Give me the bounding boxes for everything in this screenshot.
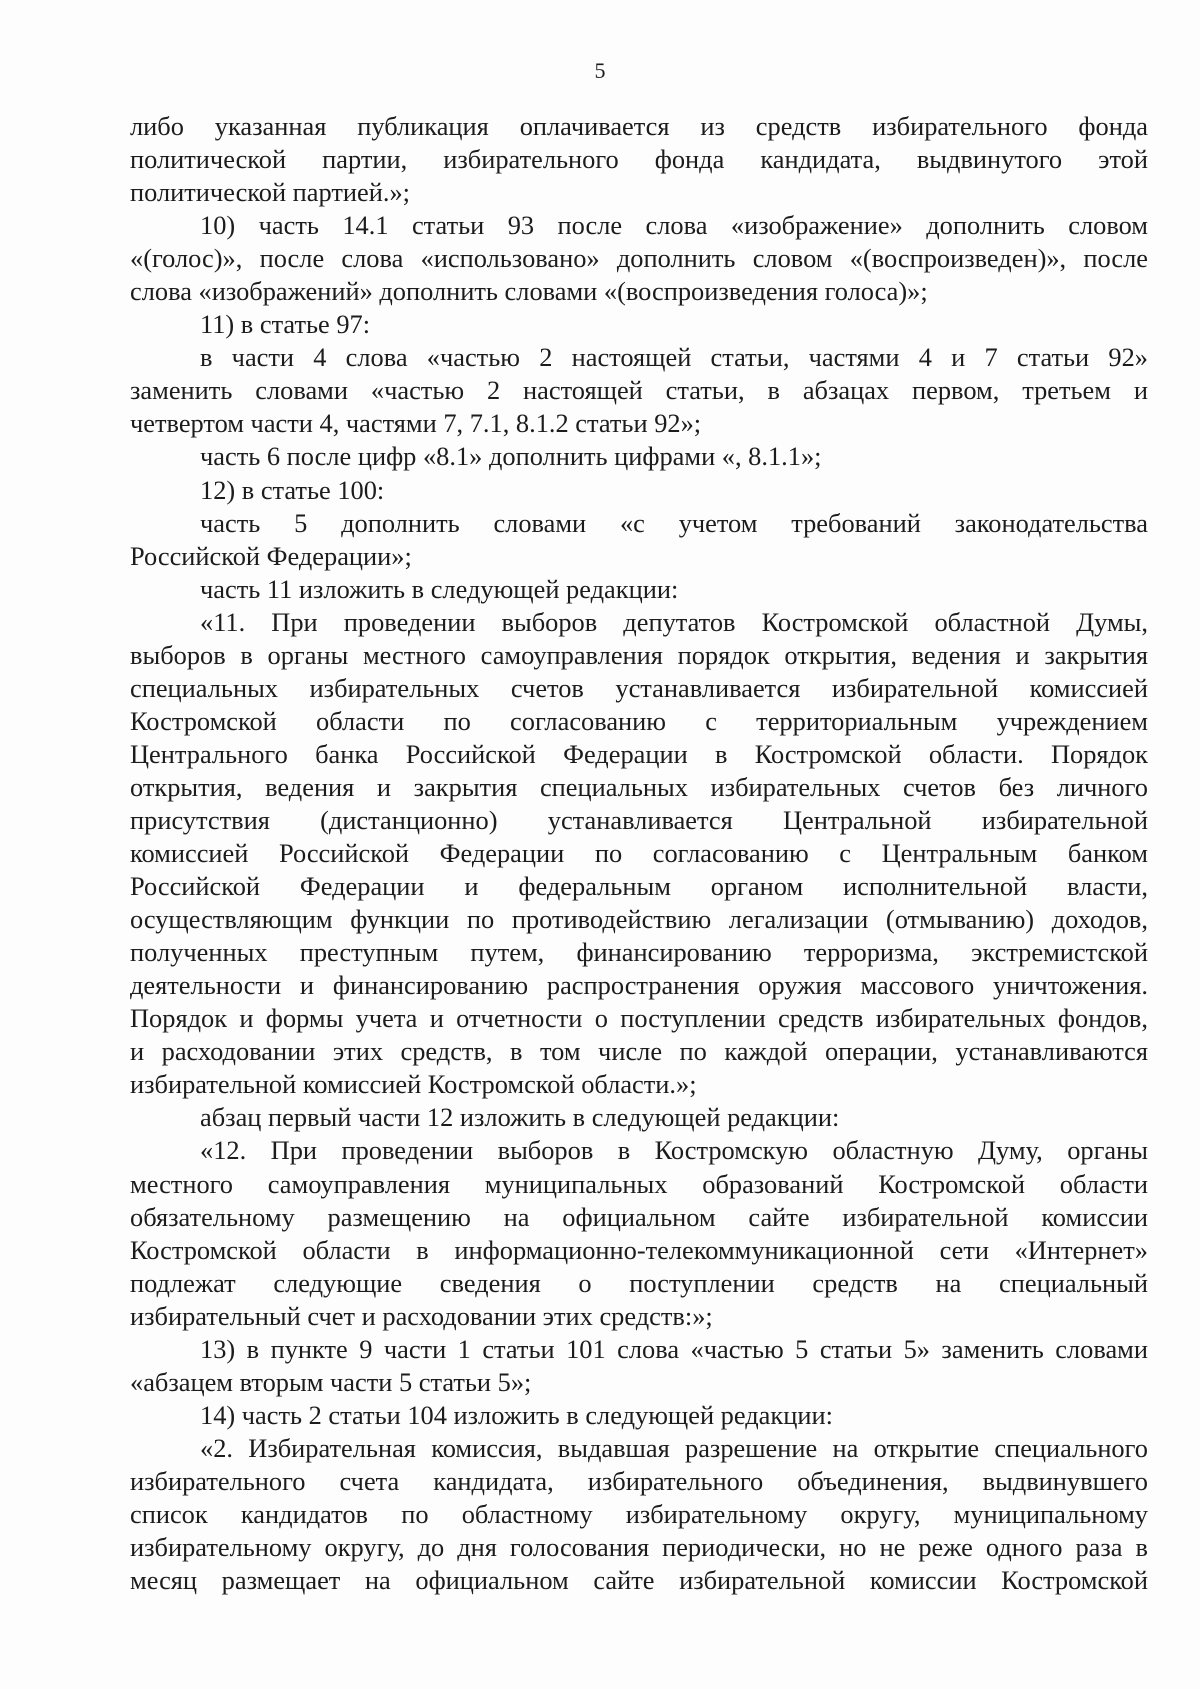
text-line: открытия, ведения и закрытия специальных избирательных счетов без личного [130,771,1148,802]
text-line: Российской Федерации и федеральным органом исполнительной власти, [130,871,1148,902]
text-line: осуществляющим функции по противодействию легализации (отмыванию) доходов, [130,904,1148,935]
text-line: месяц размещает на официальном сайте избирательной комиссии Костромской [130,1565,1148,1596]
text-line: 13) в пункте 9 части 1 статьи 101 слова «частью 5 статьи 5» заменить словами [200,1333,1148,1364]
text-line: деятельности и финансированию распространения оружия массового уничтожения. [130,970,1148,1001]
text-line: избирательный счет и расходовании этих средств:»; [130,1300,713,1331]
text-line: Порядок и формы учета и отчетности о поступлении средств избирательных фондов, [130,1003,1148,1034]
text-line: часть 5 дополнить словами «с учетом требований законодательства [200,507,1148,538]
page-number: 5 [594,58,606,83]
text-line: комиссией Российской Федерации по согласованию с Центральным банком [130,838,1148,869]
text-line: «абзацем вторым части 5 статьи 5»; [130,1366,532,1397]
text-line: присутствия (дистанционно) устанавливается Центральной избирательной [130,804,1148,835]
text-line: Центрального банка Российской Федерации в Костромской области. Порядок [130,738,1148,769]
text-line: Костромской области в информационно-телекоммуникационной сети «Интернет» [130,1234,1148,1265]
text-line: 11) в статье 97: [200,309,371,340]
text-line: 12) в статье 100: [200,474,385,505]
text-line: выборов в органы местного самоуправления порядок открытия, ведения и закрытия [130,639,1148,670]
text-line: список кандидатов по областному избирательному округу, муниципальному [130,1498,1148,1529]
text-line: «2. Избирательная комиссия, выдавшая разрешение на открытие специального [200,1432,1148,1463]
text-line: 10) часть 14.1 статьи 93 после слова «изображение» дополнить словом [200,210,1148,241]
text-line: местного самоуправления муниципальных образований Костромской области [130,1168,1148,1199]
text-line: либо указанная публикация оплачивается из средств избирательного фонда [130,111,1148,141]
text-line: часть 6 после цифр «8.1» дополнить цифрами «, 8.1.1»; [200,441,822,472]
text-line: избирательной комиссией Костромской области.»; [130,1069,697,1100]
text-line: специальных избирательных счетов устанавливается избирательной комиссией [130,672,1148,703]
text-line: политической партии, избирательного фонда кандидата, выдвинутого этой [130,144,1148,175]
text-line: «11. При проведении выборов депутатов Костромской областной Думы, [200,606,1148,637]
text-line: полученных преступным путем, финансированию терроризма, экстремистской [130,937,1148,968]
document-body [130,110,1148,1597]
text-line: политической партией.»; [130,177,410,208]
text-line: абзац первый части 12 изложить в следующей редакции: [200,1102,840,1133]
text-line: четвертом части 4, частями 7, 7.1, 8.1.2 статьи 92»; [130,408,702,439]
text-line: Костромской области по согласованию с территориальным учреждением [130,705,1148,736]
text-line: в части 4 слова «частью 2 настоящей статьи, частями 4 и 7 статьи 92» [200,342,1148,373]
text-line: заменить словами «частью 2 настоящей статьи, в абзацах первом, третьем и [130,375,1148,406]
text-line: избирательному округу, до дня голосования периодически, но не реже одного раза в [130,1532,1148,1563]
text-line: часть 11 изложить в следующей редакции: [200,573,679,604]
text-line: «(голос)», после слова «использовано» дополнить словом «(воспроизведен)», после [130,243,1148,274]
text-line: 14) часть 2 статьи 104 изложить в следующей редакции: [200,1399,833,1430]
text-line: подлежат следующие сведения о поступлении средств на специальный [130,1267,1148,1298]
text-line: и расходовании этих средств, в том числе по каждой операции, устанавливаются [130,1036,1148,1067]
text-line: избирательного счета кандидата, избирательного объединения, выдвинувшего [130,1465,1148,1496]
text-line: «12. При проведении выборов в Костромскую областную Думу, органы [200,1135,1148,1166]
text-line: слова «изображений» дополнить словами «(воспроизведения голоса)»; [130,276,928,307]
text-line: обязательному размещению на официальном сайте избирательной комиссии [130,1201,1148,1232]
text-line: Российской Федерации»; [130,540,412,571]
